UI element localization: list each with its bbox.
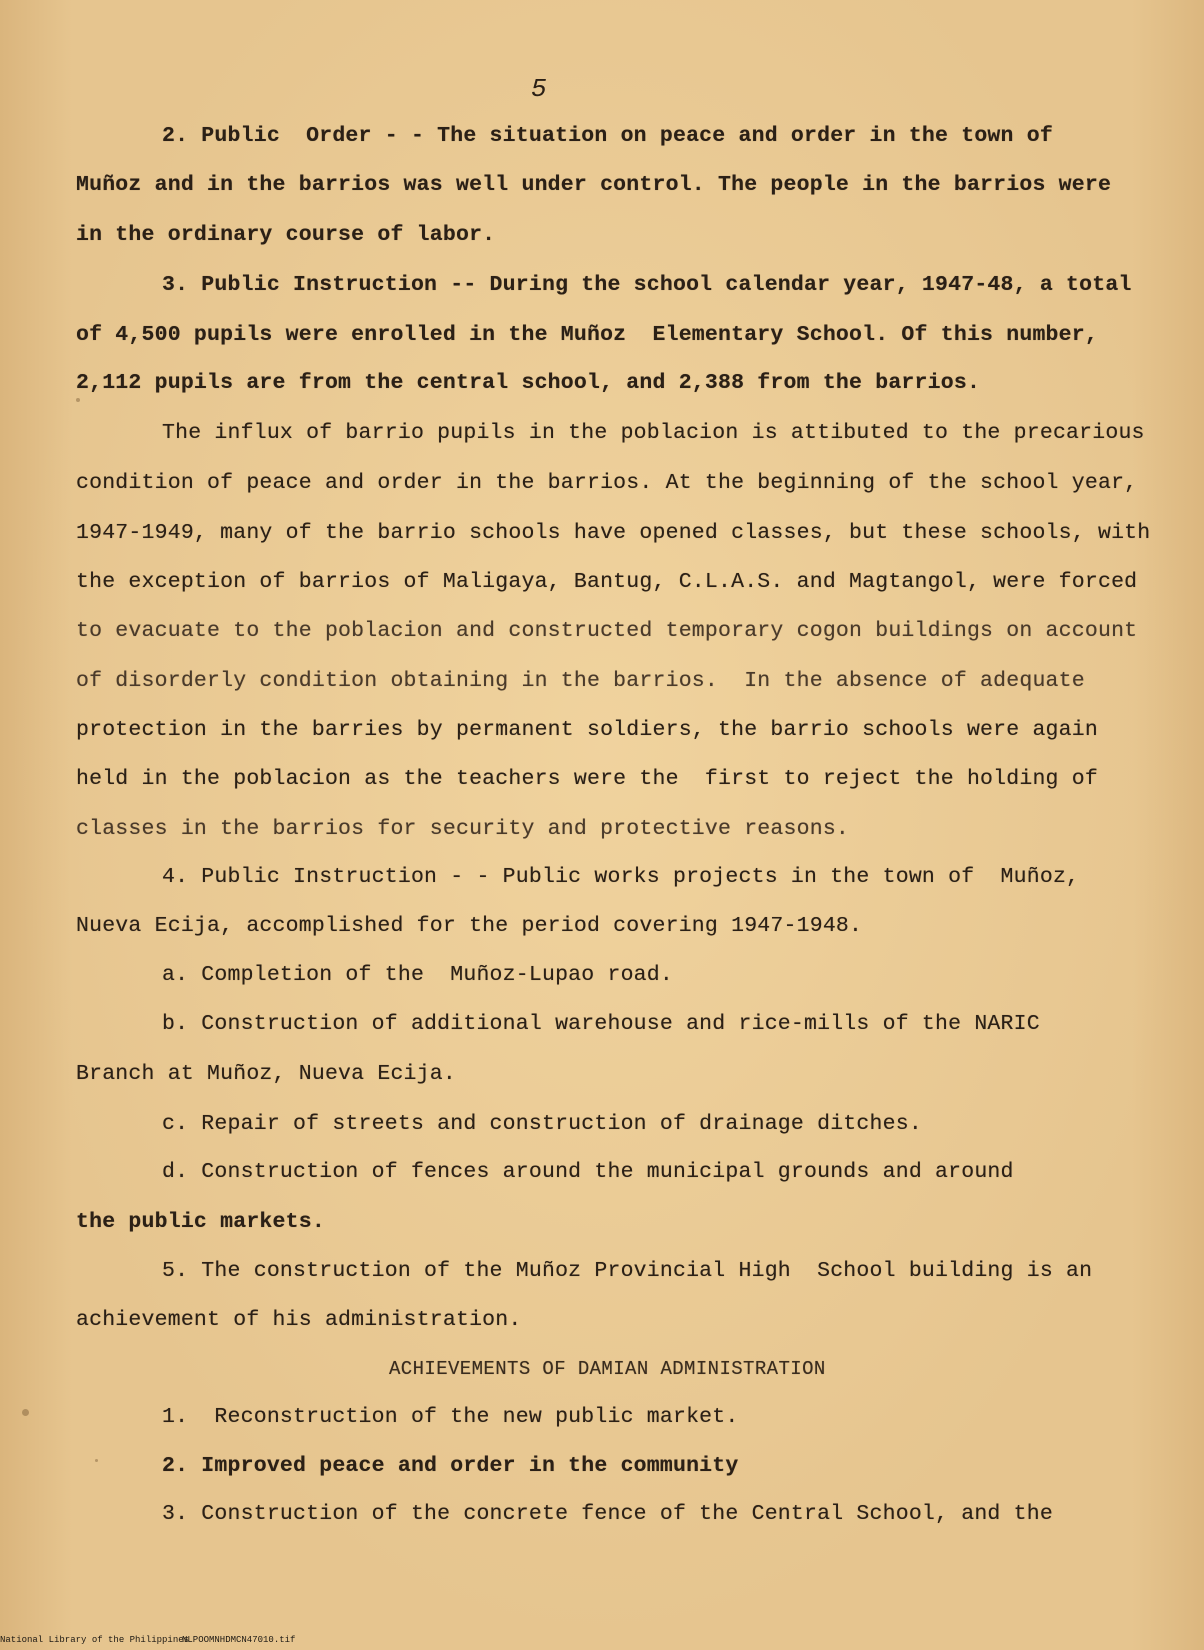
works-item-d-line-2: the public markets. [76,1210,325,1234]
paragraph-public-instruction-line-2: of 4,500 pupils were enrolled in the Muñoz Elementary School. Of this number, [76,323,1098,347]
paragraph-public-works-line-1: 4. Public Instruction - - Public works projects in the town of Muñoz, [162,865,1080,889]
works-item-d-line-1: d. Construction of fences around the municipal grounds and around [162,1160,1014,1184]
paragraph-public-order-line-2: Muñoz and in the barrios was well under control. The people in the barrios were [76,173,1112,197]
paragraph-high-school-line-1: 5. The construction of the Muñoz Provincial High School building is an [162,1259,1093,1283]
paragraph-influx-line-9: classes in the barrios for security and protective reasons. [76,817,850,841]
paragraph-influx-line-4: the exception of barrios of Maligaya, Bantug, C.L.A.S. and Magtangol, were forced [76,570,1138,594]
paragraph-public-order-line-3: in the ordinary course of labor. [76,223,496,247]
paragraph-public-works-line-2: Nueva Ecija, accomplished for the period covering 1947-1948. [76,914,863,938]
footer-library-name: National Library of the Philippines [0,1635,190,1645]
paragraph-public-instruction-line-1: 3. Public Instruction -- During the school calendar year, 1947-48, a total [162,273,1132,297]
paragraph-public-instruction-line-3: 2,112 pupils are from the central school, and 2,388 from the barrios. [76,371,981,395]
paragraph-influx-line-7: protection in the barries by permanent soldiers, the barrio schools were again [76,718,1098,742]
paragraph-high-school-line-2: achievement of his administration. [76,1308,522,1332]
page-number: 5 [531,74,547,104]
paragraph-influx-line-2: condition of peace and order in the barrios. At the beginning of the school year, [76,471,1138,495]
footer-file-name: NLPOOMNHDMCN47010.tif [182,1635,296,1645]
paper-stain [22,1409,29,1416]
paper-stain [95,1459,98,1462]
achievement-item-2: 2. Improved peace and order in the community [162,1454,739,1478]
paragraph-influx-line-3: 1947-1949, many of the barrio schools have opened classes, but these schools, with [76,521,1151,545]
paragraph-influx-line-5: to evacuate to the poblacion and constructed temporary cogon buildings on account [76,619,1138,643]
achievement-item-1: 1. Reconstruction of the new public market. [162,1405,739,1429]
works-item-a: a. Completion of the Muñoz-Lupao road. [162,963,673,987]
works-item-c: c. Repair of streets and construction of drainage ditches. [162,1112,922,1136]
paragraph-influx-line-8: held in the poblacion as the teachers were the first to reject the holding of [76,767,1098,791]
achievement-item-3: 3. Construction of the concrete fence of the Central School, and the [162,1502,1053,1526]
paragraph-influx-line-6: of disorderly condition obtaining in the barrios. In the absence of adequate [76,669,1085,693]
works-item-b-line-2: Branch at Muñoz, Nueva Ecija. [76,1062,456,1086]
paragraph-influx-line-1: The influx of barrio pupils in the poblacion is attibuted to the precarious [162,421,1145,445]
paragraph-public-order-line-1: 2. Public Order - - The situation on peace and order in the town of [162,124,1053,148]
section-heading-achievements: ACHIEVEMENTS OF DAMIAN ADMINISTRATION [389,1358,826,1380]
works-item-b-line-1: b. Construction of additional warehouse and rice-mills of the NARIC [162,1012,1040,1036]
paper-stain [76,398,80,402]
